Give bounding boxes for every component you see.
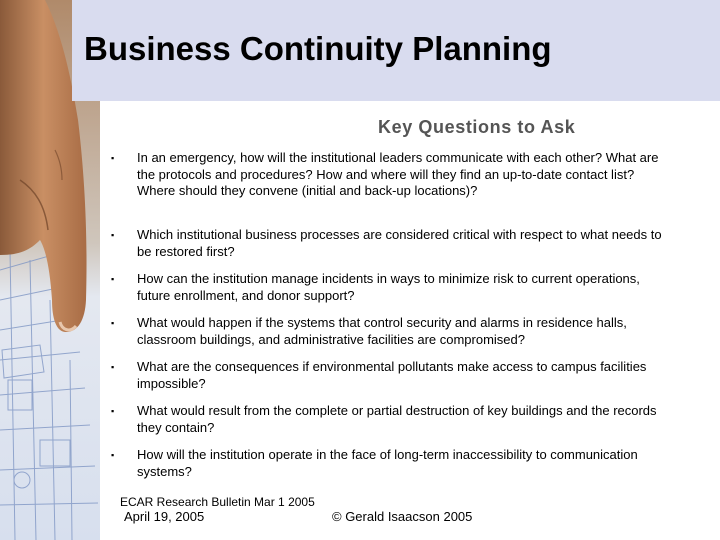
question-text: How will the institution operate in the face of long-term inaccessibility to communication systems? [137, 447, 638, 479]
question-item [108, 315, 668, 348]
question-item [108, 447, 668, 480]
question-item [108, 150, 668, 216]
bullet-icon: ▪ [111, 153, 115, 163]
question-item [108, 227, 668, 260]
slide-title: Business Continuity Planning [84, 30, 552, 67]
footer-copyright: © Gerald Isaacson 2005 [332, 509, 473, 524]
footer-source: ECAR Research Bulletin Mar 1 2005 [120, 495, 315, 509]
question-text: Which institutional business processes are considered critical with respect to what needs to be restored first? [137, 227, 662, 259]
question-item [108, 271, 668, 304]
question-item [108, 359, 668, 392]
question-text: In an emergency, how will the institutional leaders communicate with each other? What are the protocols and procedures? How and where will they find an up-to-date contact list? Where should they convene (initial and back-up locations)? [137, 150, 659, 198]
question-text: What are the consequences if environmental pollutants make access to campus facilities impossible? [137, 359, 647, 391]
bullet-icon: ▪ [111, 230, 115, 240]
footer-date: April 19, 2005 [124, 509, 205, 524]
question-text: How can the institution manage incidents in ways to minimize risk to current operations, future enrollment, and donor support? [137, 271, 640, 303]
question-text: What would result from the complete or partial destruction of key buildings and the records they contain? [137, 403, 657, 435]
slide-subtitle: Key Questions to Ask [378, 117, 576, 137]
bullet-icon: ▪ [111, 450, 115, 460]
question-list [108, 150, 668, 480]
bullet-icon: ▪ [111, 406, 115, 416]
bullet-icon: ▪ [111, 362, 115, 372]
bullet-icon: ▪ [111, 318, 115, 328]
question-item [108, 403, 668, 436]
bullet-icon: ▪ [111, 274, 115, 284]
question-text: What would happen if the systems that control security and alarms in residence halls, classroom buildings, and administrative facilities are compromised? [137, 315, 627, 347]
